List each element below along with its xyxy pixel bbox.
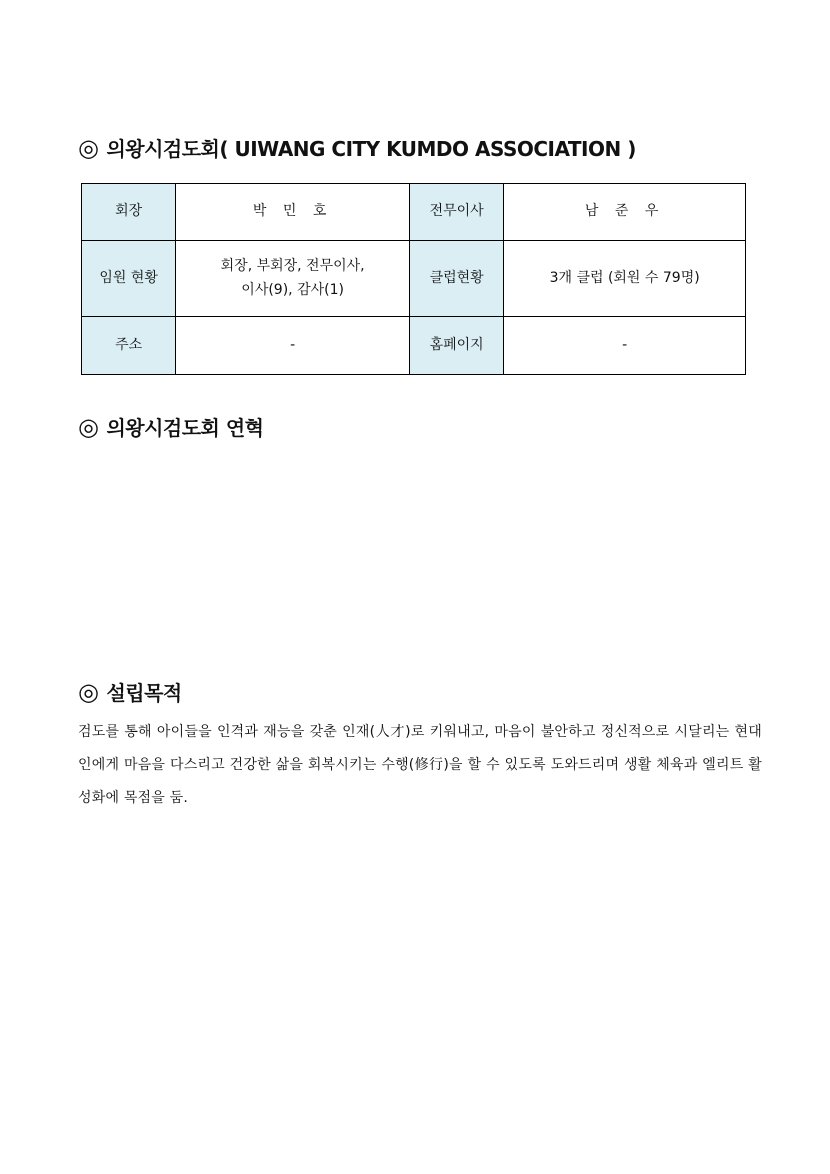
- label-executive-director: 전무이사: [409, 184, 503, 241]
- section-heading-purpose: [78, 677, 182, 706]
- heading-title: 설립목적: [106, 681, 182, 705]
- label-address: 주소: [82, 317, 176, 375]
- heading-title: 의왕시검도회( UIWANG CITY KUMDO ASSOCIATION ): [106, 137, 636, 161]
- value-clubs: 3개 클럽 (회원 수 79명): [504, 241, 746, 317]
- value-president: 박 민 호: [176, 184, 410, 241]
- heading-title: 의왕시검도회 연혁: [106, 416, 264, 440]
- table-row: [82, 241, 746, 317]
- value-homepage: -: [504, 317, 746, 375]
- label-homepage: 홈페이지: [409, 317, 503, 375]
- value-officers-line2: 이사(9), 감사(1): [241, 281, 344, 298]
- label-clubs: 클럽현황: [409, 241, 503, 317]
- value-officers-line1: 회장, 부회장, 전무이사,: [220, 257, 365, 274]
- value-address: -: [176, 317, 410, 375]
- table-row: [82, 184, 746, 241]
- association-info-table: [81, 183, 746, 375]
- double-circle-icon: ◎: [78, 133, 99, 162]
- label-officers: 임원 현황: [82, 241, 176, 317]
- label-president: 회장: [82, 184, 176, 241]
- purpose-paragraph: 검도를 통해 아이들을 인격과 재능을 갖춘 인재(人才)로 키워내고, 마음이 불안하고 정신적으로 시달리는 현대인에게 마음을 다스리고 건강한 삶을 회복시키는 수행(修行)을 할 수 있도록 도와드리며 생활 체육과 엘리트 활성화에 목점을 둠.: [78, 724, 762, 806]
- section-heading-history: [78, 412, 263, 441]
- double-circle-icon: ◎: [78, 412, 99, 441]
- section-heading-association: [78, 133, 636, 162]
- double-circle-icon: ◎: [78, 677, 99, 706]
- table-row: [82, 317, 746, 375]
- value-executive-director: 남 준 우: [504, 184, 746, 241]
- value-officers: [176, 241, 410, 317]
